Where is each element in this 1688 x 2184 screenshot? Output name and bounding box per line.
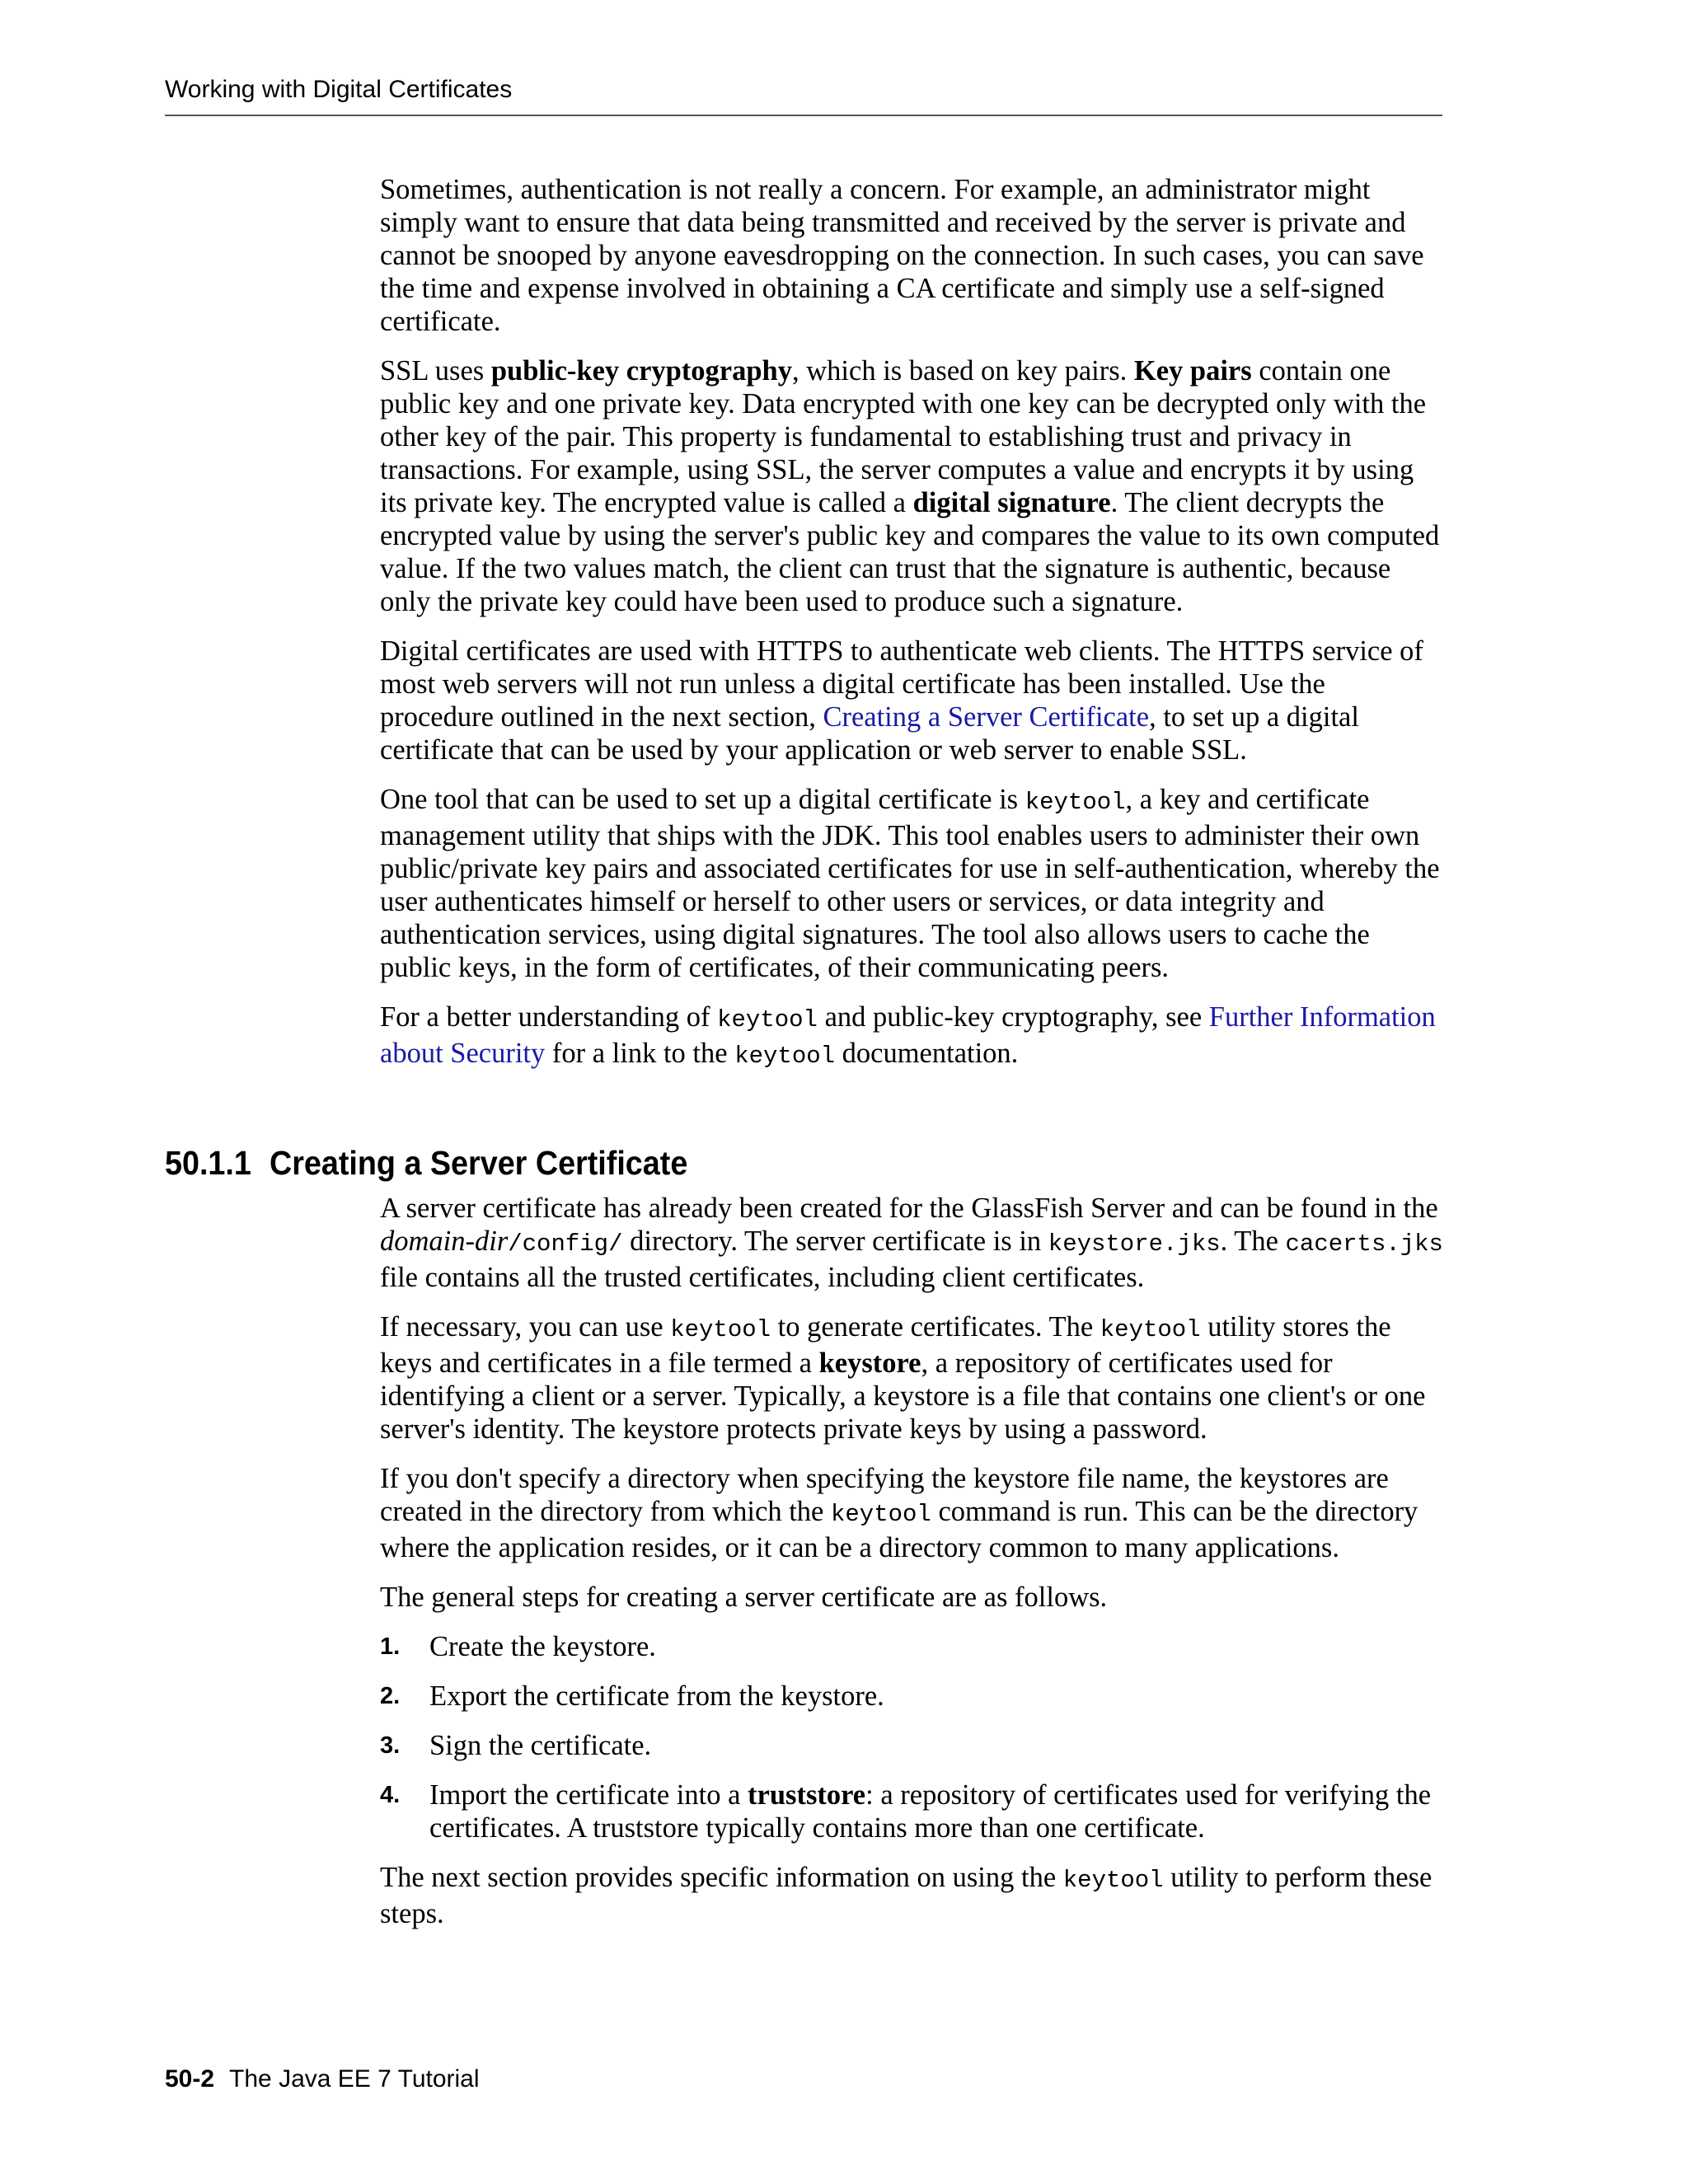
section-paragraph-5: The next section provides specific information on using the keytool utility to perform these steps. [380, 1862, 1432, 1929]
list-item: 3. Sign the certificate. [380, 1730, 652, 1761]
term-public-key-cryptography: public-key cryptography [490, 355, 792, 387]
code-keytool: keytool [670, 1316, 771, 1343]
section-paragraph-4: The general steps for creating a server certificate are as follows. [380, 1582, 1108, 1613]
code-keystore-jks: keystore.jks [1048, 1230, 1221, 1258]
section-paragraph-3: If you don't specify a directory when specifying the keystore file name, the keystores are created in the directory from which the keytool command is run. This can be the directory where the application resides, or it can be a directory common to many applications. [380, 1463, 1418, 1563]
book-title: The Java EE 7 Tutorial [229, 2065, 480, 2093]
step-number: 2. [380, 1683, 401, 1709]
intro-paragraph-2: SSL uses public-key cryptography, which is based on key pairs. Key pairs contain one public key and one private key. Data encrypted with one key can be decrypted only with the other key of the pair. This property is fundamental to establishing trust and privacy in transactions. For example, using SSL, the server computes a value and encrypts it by using its private key. The encrypted value is called a digital signature. The client decrypts the encrypted value by using the server's public key and compares the value to its own computed value. If the two values match, the client can trust that the signature is authentic, because only the private key could have been used to produce such a signature. [380, 355, 1440, 617]
page-number: 50-2 [165, 2065, 215, 2093]
header-rule [165, 115, 1442, 116]
intro-paragraph-4: One tool that can be used to set up a digital certificate is keytool, a key and certificate management utility that ships with the JDK. This tool enables users to administer their own public/private key pairs and associated certificates for use in self-authentication, whereby the user authenticates himself or herself to other users or services, or data integrity and authentication services, using digital signatures. The tool also allows users to cache the public keys, in the form of certificates, of their communicating peers. [380, 784, 1440, 983]
link-creating-server-certificate[interactable]: Creating a Server Certificate [823, 701, 1150, 733]
section-heading [165, 1144, 687, 1183]
list-item: 2. Export the certificate from the keystore. [380, 1680, 884, 1712]
section-body [380, 1192, 1443, 1947]
list-item: 4. Import the certificate into a truststore: a repository of certificates used for verifying the certificates. A truststore typically contains more than one certificate. [380, 1779, 1432, 1844]
section-title: Creating a Server Certificate [269, 1144, 688, 1182]
section-number: 50.1.1 [165, 1144, 251, 1182]
step-number: 1. [380, 1633, 401, 1660]
code-keytool: keytool [717, 1006, 818, 1033]
intro-paragraph-5: For a better understanding of keytool and public-key cryptography, see Further Information about Security for a link to the keytool documentation. [380, 1001, 1436, 1070]
term-domain-dir: domain-dir [380, 1226, 509, 1257]
steps-list [380, 1630, 1443, 1844]
running-header: Working with Digital Certificates [165, 76, 513, 103]
code-config-path: /config/ [508, 1230, 623, 1258]
intro-paragraph-1: Sometimes, authentication is not really a concern. For example, an administrator might simply want to ensure that data being transmitted and received by the server is private and cannot be snooped by anyone eavesdropping on the connection. In such cases, you can save the time and expense involved in obtaining a CA certificate and simply use a self-signed certificate. [380, 174, 1424, 337]
section-paragraph-2: If necessary, you can use keytool to generate certificates. The keytool utility stores the keys and certificates in a file termed a keystore, a repository of certificates used for identifying a client or a server. Typically, a keystore is a file that contains one client's or one server's identity. The keystore protects private keys by using a password. [380, 1311, 1426, 1445]
code-keytool: keytool [1100, 1316, 1201, 1343]
code-keytool: keytool [734, 1043, 836, 1070]
page-footer [165, 2065, 480, 2093]
link-further-information-security[interactable]: Further Information about Security [380, 1001, 1436, 1069]
code-cacerts-jks: cacerts.jks [1285, 1230, 1443, 1258]
code-keytool: keytool [830, 1501, 931, 1528]
code-keytool: keytool [1025, 789, 1126, 816]
term-digital-signature: digital signature [912, 487, 1111, 518]
step-number: 4. [380, 1782, 401, 1808]
section-paragraph-1: A server certificate has already been created for the GlassFish Server and can be found in the domain-dir/config/ directory. The server certificate is in keystore.jks. The cacerts.jks file contains all the trusted certificates, including client certificates. [380, 1193, 1443, 1293]
list-item: 1. Create the keystore. [380, 1631, 656, 1662]
intro-body [380, 173, 1443, 1090]
intro-paragraph-3: Digital certificates are used with HTTPS to authenticate web clients. The HTTPS service of most web servers will not run unless a digital certificate has been installed. Use the procedure outlined in the next section, Creating a Server Certificate, to set up a digital certificate that can be used by your application or web server to enable SSL. [380, 635, 1423, 766]
term-keystore: keystore [818, 1347, 921, 1379]
step-number: 3. [380, 1732, 401, 1759]
code-keytool: keytool [1062, 1867, 1164, 1894]
term-truststore: truststore [748, 1779, 866, 1811]
term-key-pairs: Key pairs [1133, 355, 1252, 387]
